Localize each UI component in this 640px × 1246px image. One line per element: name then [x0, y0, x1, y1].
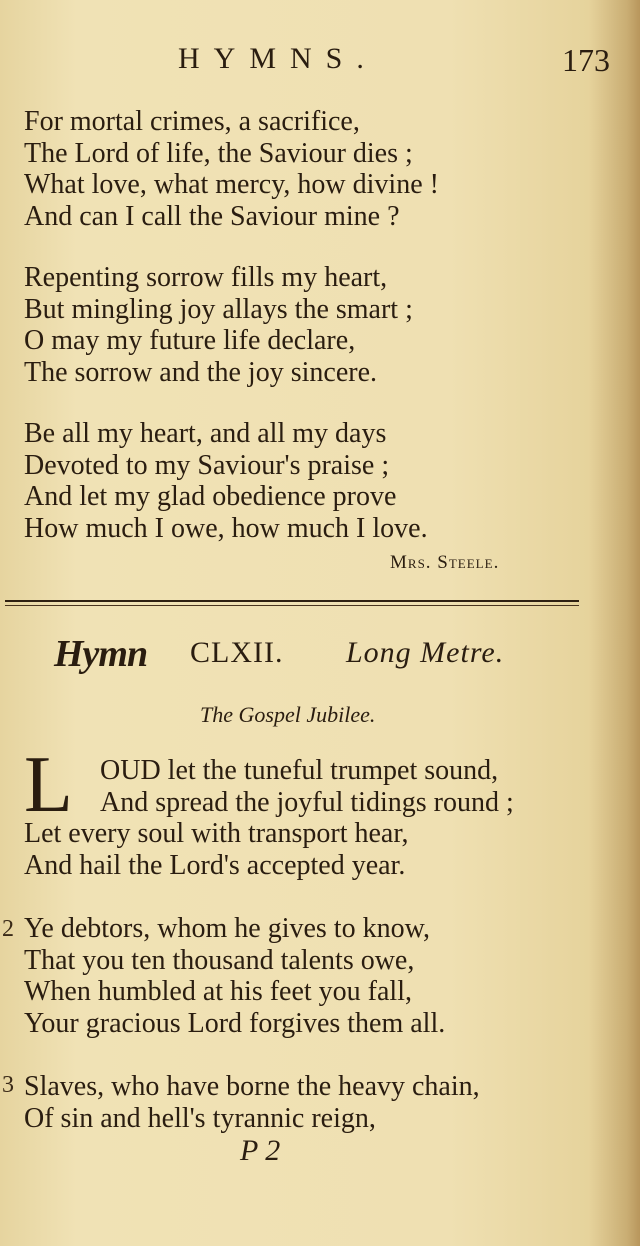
verse-line: And hail the Lord's accepted year. [24, 849, 406, 881]
verse-line: Repenting sorrow fills my heart, [24, 262, 388, 293]
verse-line: How much I owe, how much I love. [24, 512, 428, 544]
verse-line: The sorrow and the joy sincere. [24, 356, 377, 388]
verse-line: O may my future life declare, [24, 325, 356, 356]
hymn-stanza-1 [24, 755, 514, 881]
section-divider-thin [5, 605, 579, 606]
hymn-stanza-3 [24, 1071, 480, 1134]
verse-line: Of sin and hell's tyrannic reign, [24, 1102, 376, 1134]
verse-line: Your gracious Lord forgives them all. [24, 1007, 446, 1039]
verse-line: And spread the joyful tidings round ; [100, 786, 514, 818]
verse-line: When humbled at his feet you fall, [24, 976, 412, 1007]
verse-line: Be all my heart, and all my days [24, 418, 387, 449]
signature-mark: P 2 [240, 1134, 281, 1167]
section-divider [5, 600, 579, 602]
verse-line: OUD let the tuneful trumpet sound, [100, 755, 499, 786]
verse-line: That you ten thousand talents owe, [24, 944, 415, 976]
stanza-number: 2 [2, 916, 14, 942]
author-attribution: Mrs. Steele. [390, 552, 500, 573]
stanza-number: 3 [2, 1072, 14, 1098]
verse-line: And can I call the Saviour mine ? [24, 200, 400, 232]
verse-line: Devoted to my Saviour's praise ; [24, 449, 390, 481]
hymn-title: The Gospel Jubilee. [200, 702, 376, 727]
hymn-number: CLXII. [190, 636, 284, 669]
hymn-metre: Long Metre. [346, 636, 505, 669]
verse-line: Slaves, who have borne the heavy chain, [24, 1071, 480, 1102]
drop-cap: L [24, 741, 73, 829]
hymn-stanza-2 [24, 913, 445, 1039]
running-title: HYMNS. [178, 42, 378, 75]
page-header [0, 42, 610, 82]
stanza-prev-1 [24, 106, 439, 232]
stanza-prev-3 [24, 418, 428, 544]
hymn-word: Hymn [54, 633, 148, 675]
page-number: 173 [562, 42, 610, 78]
verse-line: What love, what mercy, how divine ! [24, 169, 439, 200]
verse-line: For mortal crimes, a sacrifice, [24, 106, 360, 137]
verse-line: Let every soul with transport hear, [24, 818, 409, 849]
verse-line: And let my glad obedience prove [24, 481, 397, 512]
hymn-heading [54, 632, 574, 678]
verse-line: But mingling joy allays the smart ; [24, 293, 413, 325]
verse-line: Ye debtors, whom he gives to know, [24, 913, 430, 944]
verse-line: The Lord of life, the Saviour dies ; [24, 137, 413, 169]
stanza-prev-2 [24, 262, 413, 388]
